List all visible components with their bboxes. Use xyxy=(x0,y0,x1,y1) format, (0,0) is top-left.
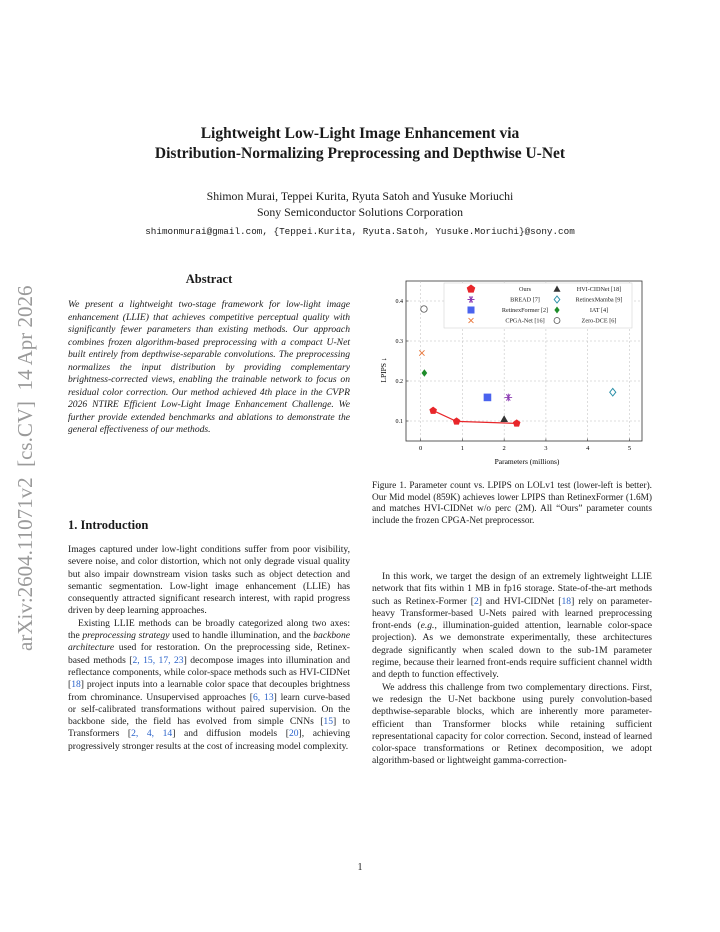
citation-link[interactable]: 2, 15, 17, 23 xyxy=(132,654,184,666)
intro-paragraph-2 xyxy=(68,618,350,753)
abstract-text: We present a lightweight two-stage framework for low-light image enhancement (LLIE) that achieves competitive perceptual quality with significantly fewer parameters than existing methods. Our approach combines frozen algorithm-based preprocessing with a compact U-Net built entirely from depthwise-separable convolutions. The preprocessing normalizes the input distribution by providing complementary brightness-corrected views, enabling the trainable network to focus on residual color correction. Our method achieved 4th place in the CVPR 2026 NTIRE Efficient Low-Light Image Enhancement Challenge. We further provide extended benchmarks and ablations to demonstrate the general effectiveness of our methods. xyxy=(68,299,350,435)
data-point xyxy=(422,369,428,377)
data-point xyxy=(505,394,513,402)
legend-label: CPGA-Net [16] xyxy=(505,317,545,325)
legend-label: HVI-CIDNet [18] xyxy=(576,286,622,294)
legend-label: Ours xyxy=(518,286,532,294)
text-run: used to handle illumination, and the xyxy=(169,630,314,642)
x-tick-label: 3 xyxy=(544,445,548,452)
x-tick-label: 0 xyxy=(418,445,423,452)
x-tick-label: 2 xyxy=(502,445,506,452)
legend-label: Zero-DCE [6] xyxy=(581,317,617,325)
citation-link[interactable]: 18 xyxy=(71,679,81,691)
intro-paragraph-4: We address this challenge from two complementary directions. First, we redesign the U-Net backbone using purely convolution-based depthwise-separable blocks, which are inherently more parameter-efficient than Transformer blocks while retaining sufficient representational capacity for color correction. Second, instead of learned color-space transformations or Retinex decomposition, we adopt algorithm-based or lightweight gamma-correction- xyxy=(372,681,652,767)
text-run: In this work, we target the design of an extremely lightweight LLIE network that fits within 1 MB in fp16 storage. State-of-the-art methods such as Retinex-Former [ xyxy=(372,571,652,607)
paper-title xyxy=(70,124,650,164)
arxiv-identifier-text: arXiv:2604.11071v2 [cs.CV] 14 Apr 2026 xyxy=(13,285,37,651)
legend-marker xyxy=(554,318,560,324)
x-tick-label: 4 xyxy=(586,445,590,452)
citation-link[interactable]: 2, 4, 14 xyxy=(131,728,173,740)
y-tick-label: 0.2 xyxy=(395,379,403,385)
emphasis: backbone architecture xyxy=(68,630,351,654)
section-heading-introduction: 1. Introduction xyxy=(68,518,149,532)
text-run: ] decompose images into illumination and reflectance components, while color-space methods such as HVI-CIDNet [ xyxy=(68,654,350,691)
affiliation: Sony Semiconductor Solutions Corporation xyxy=(256,205,464,219)
data-point xyxy=(500,415,508,422)
data-point xyxy=(419,350,424,355)
paper-title-line-1: Lightweight Low-Light Image Enhancement via xyxy=(200,125,520,142)
y-tick-label: 0.4 xyxy=(395,299,403,305)
data-point xyxy=(421,306,427,312)
data-point xyxy=(610,388,616,396)
x-axis-label: Parameters (millions) xyxy=(494,457,560,466)
citation-link[interactable]: 18 xyxy=(561,595,572,607)
legend-marker xyxy=(468,307,475,314)
figure-1-caption: Figure 1. Parameter count vs. LPIPS on LOLv1 test (lower-left is better). Our Mid model (859K) achieves lower LPIPS than RetinexFormer (1.6M) and matches HVI-CIDNet w/o perc (2M). All “Ours” parameter counts include the frozen CPGA-Net preprocessor. xyxy=(372,481,652,526)
arxiv-identifier xyxy=(6,258,42,653)
citation-link[interactable]: 6, 13 xyxy=(253,691,274,703)
text-run: used for restoration. On the preprocessing side, Retinex-based methods [ xyxy=(68,642,350,666)
text-run: ] rely on parameter-heavy Transformer-based U-Nets paired with learned preprocessing front-ends ( xyxy=(372,595,653,632)
left-column-body xyxy=(68,544,350,753)
legend-label: RetinexMamba [9] xyxy=(575,296,623,304)
text-run: ], achieving progressively stronger results at the cost of increasing model complexity. xyxy=(68,728,350,752)
legend-label: IAT [4] xyxy=(589,307,609,315)
paper-title-line-2: Distribution-Normalizing Preprocessing and Depthwise U-Net xyxy=(154,145,566,162)
author-list: Shimon Murai, Teppei Kurita, Ryuta Satoh and Yusuke Moriuchi xyxy=(206,189,514,203)
text-run: Existing LLIE methods can be broadly categorized along two axes: the xyxy=(68,617,350,642)
text-run: ] and HVI-CIDNet [ xyxy=(478,595,562,607)
text-run: ] project inputs into a learnable color space that decouples brightness from chrominance. Unsupervised approaches [ xyxy=(68,679,350,703)
text-run: , illumination-guided attention, learnable color-space projection). As we demonstrate experimentally, these architectures degrade significantly when scaled down to the sub-1M parameter regime, because their learned front-ends require sufficient channel width and depth to function effectively. xyxy=(372,620,652,681)
intro-paragraph-1: Images captured under low-light conditions suffer from poor visibility, severe noise, and color distortion, which not only degrade visual quality but also impair downstream vision tasks such as object detection and semantic segmentation. Low-light image enhancement (LLIE) has consequently attracted significant research interest, with rapid progress driven by deep learning approaches. xyxy=(68,544,350,617)
text-run: ] to Transformers [ xyxy=(68,716,350,740)
citation-link[interactable]: 2 xyxy=(473,595,479,607)
data-point xyxy=(429,407,437,414)
emphasis: preprocessing strategy xyxy=(82,630,170,642)
page-number: 1 xyxy=(357,862,363,873)
data-point xyxy=(453,417,461,424)
intro-paragraph-3 xyxy=(372,571,652,682)
right-column-body xyxy=(372,571,652,768)
legend-label: BREAD [7] xyxy=(510,296,540,304)
citation-link[interactable]: 15 xyxy=(323,716,334,728)
emphasis: e.g. xyxy=(420,620,435,632)
plot-area xyxy=(396,281,643,452)
abstract-heading: Abstract xyxy=(185,272,233,286)
data-point xyxy=(513,419,521,426)
text-run: ] learn curve-based or self-calibrated transformations without paired supervision. On the backbone side, the field has evolved from simple CNNs [ xyxy=(68,691,350,728)
x-tick-label: 1 xyxy=(460,445,465,452)
x-tick-label: 5 xyxy=(627,445,632,452)
text-run: ] and diffusion models [ xyxy=(172,728,289,740)
figure-1-scatter-chart xyxy=(380,275,650,475)
data-point xyxy=(484,394,492,402)
legend-label: RetinexFormer [2] xyxy=(501,307,549,315)
author-block xyxy=(70,188,650,220)
y-tick-label: 0.1 xyxy=(395,419,403,425)
y-axis-label: LPIPS ↓ xyxy=(379,357,388,383)
y-tick-label: 0.3 xyxy=(395,339,403,345)
author-emails: shimonmurai@gmail.com, {Teppei.Kurita, Ryuta.Satoh, Yusuke.Moriuchi}@sony.com xyxy=(145,226,575,237)
citation-link[interactable]: 20 xyxy=(288,728,299,740)
